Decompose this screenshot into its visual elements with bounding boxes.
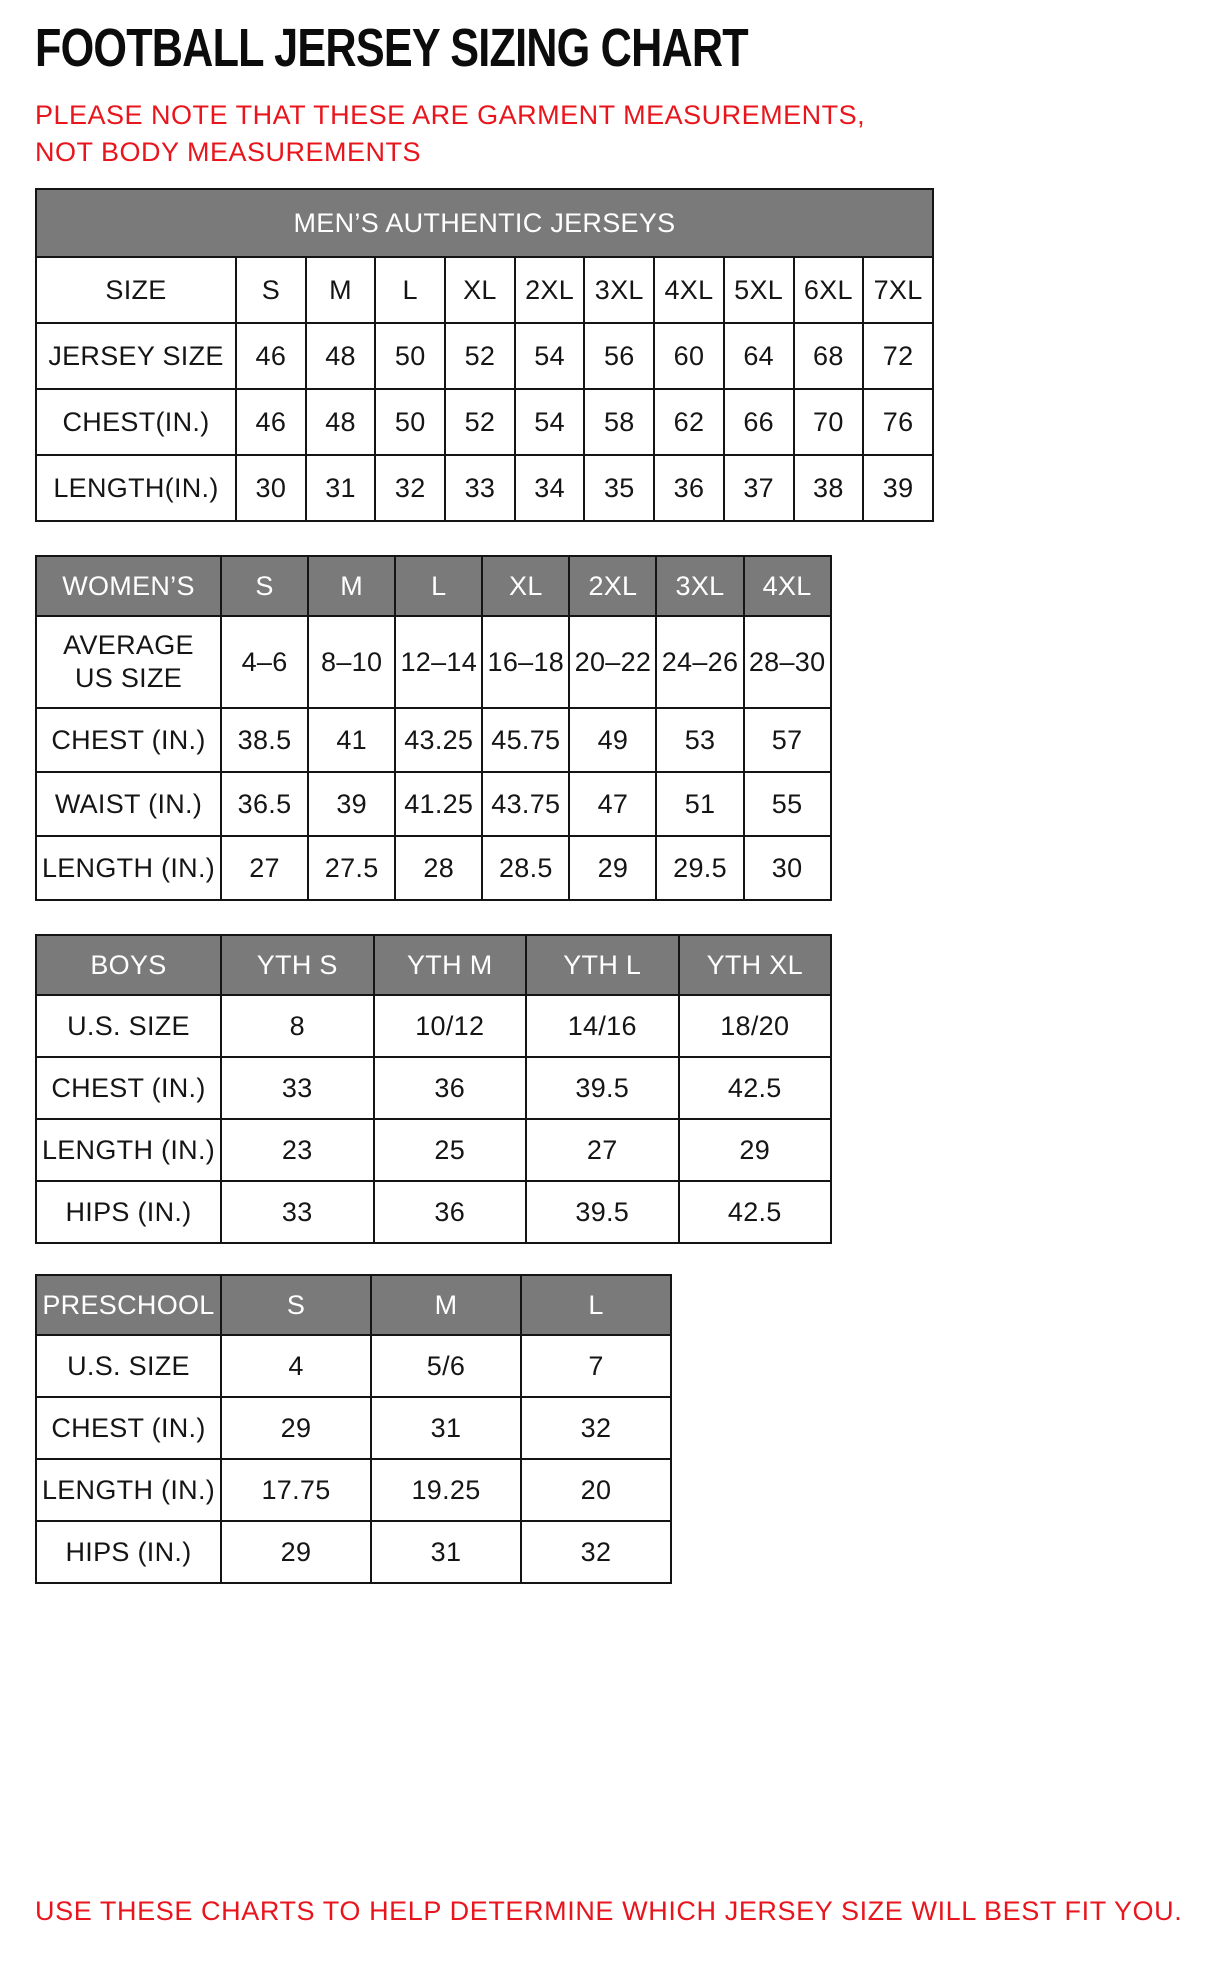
table-cell: M — [306, 257, 376, 323]
table-cell: 48 — [306, 389, 376, 455]
table-cell: 42.5 — [679, 1057, 832, 1119]
table-cell: 8–10 — [308, 616, 395, 708]
table-cell: 4–6 — [221, 616, 308, 708]
table-cell: 29 — [679, 1119, 832, 1181]
size-header-cell: XL — [482, 556, 569, 616]
table-cell: 27.5 — [308, 836, 395, 900]
table-cell: 28.5 — [482, 836, 569, 900]
table-cell: 29 — [221, 1397, 371, 1459]
table-cell: 39 — [863, 455, 933, 521]
fit-advice-footer: USE THESE CHARTS TO HELP DETERMINE WHICH JERSEY SIZE WILL BEST FIT YOU. — [35, 1896, 1183, 1926]
table-cell: 27 — [526, 1119, 679, 1181]
table-row — [36, 1397, 671, 1459]
table-cell: 33 — [445, 455, 515, 521]
table-cell: 7XL — [863, 257, 933, 323]
size-header-cell: L — [395, 556, 482, 616]
table-cell: 38.5 — [221, 708, 308, 772]
table-cell: 46 — [236, 323, 306, 389]
table-cell: 32 — [375, 455, 445, 521]
table-cell: 48 — [306, 323, 376, 389]
table-cell: 29 — [569, 836, 656, 900]
table-row — [36, 1119, 831, 1181]
table-cell: 14/16 — [526, 995, 679, 1057]
size-header-cell: S — [221, 556, 308, 616]
row-label: LENGTH(IN.) — [36, 455, 236, 521]
table-cell: 50 — [375, 389, 445, 455]
size-header-cell: YTH M — [374, 935, 527, 995]
table-cell: 29.5 — [656, 836, 743, 900]
size-header-cell: M — [371, 1275, 521, 1335]
row-label: LENGTH (IN.) — [36, 836, 221, 900]
row-label: CHEST (IN.) — [36, 1057, 221, 1119]
table-header-row — [36, 556, 831, 616]
table-cell: 24–26 — [656, 616, 743, 708]
womens-sizing-table — [35, 555, 832, 901]
table-cell: 70 — [794, 389, 864, 455]
table-row — [36, 836, 831, 900]
table-row — [36, 1057, 831, 1119]
table-row — [36, 616, 831, 708]
table-cell: 50 — [375, 323, 445, 389]
table-cell: 39.5 — [526, 1181, 679, 1243]
table-cell: 32 — [521, 1521, 671, 1583]
table-corner-label: PRESCHOOL — [36, 1275, 221, 1335]
table-cell: 8 — [221, 995, 374, 1057]
table-cell: 7 — [521, 1335, 671, 1397]
table-cell: 17.75 — [221, 1459, 371, 1521]
row-label: U.S. SIZE — [36, 995, 221, 1057]
table-cell: 28 — [395, 836, 482, 900]
mens-table-title: MEN’S AUTHENTIC JERSEYS — [36, 189, 933, 257]
table-cell: 42.5 — [679, 1181, 832, 1243]
table-cell: 43.25 — [395, 708, 482, 772]
table-cell: 43.75 — [482, 772, 569, 836]
table-header-row — [36, 935, 831, 995]
table-cell: 55 — [744, 772, 831, 836]
table-cell: 62 — [654, 389, 724, 455]
table-cell: 47 — [569, 772, 656, 836]
table-cell: 30 — [236, 455, 306, 521]
table-cell: 2XL — [515, 257, 585, 323]
table-row — [36, 189, 933, 257]
table-cell: 56 — [584, 323, 654, 389]
table-cell: 36 — [654, 455, 724, 521]
row-label: HIPS (IN.) — [36, 1521, 221, 1583]
size-header-cell: YTH XL — [679, 935, 832, 995]
table-cell: 31 — [371, 1397, 521, 1459]
table-header-row — [36, 1275, 671, 1335]
row-label: AVERAGE US SIZE — [36, 616, 221, 708]
row-label: WAIST (IN.) — [36, 772, 221, 836]
table-cell: 5XL — [724, 257, 794, 323]
table-row — [36, 772, 831, 836]
table-cell: 23 — [221, 1119, 374, 1181]
table-cell: 25 — [374, 1119, 527, 1181]
table-cell: 39 — [308, 772, 395, 836]
garment-measurements-note: PLEASE NOTE THAT THESE ARE GARMENT MEASUREMENTS, NOT BODY MEASUREMENTS — [35, 99, 866, 168]
table-corner-label: BOYS — [36, 935, 221, 995]
table-cell: 38 — [794, 455, 864, 521]
table-cell: 18/20 — [679, 995, 832, 1057]
table-cell: 16–18 — [482, 616, 569, 708]
table-row — [36, 1521, 671, 1583]
table-cell: L — [375, 257, 445, 323]
table-cell: 49 — [569, 708, 656, 772]
table-cell: 57 — [744, 708, 831, 772]
table-cell: 35 — [584, 455, 654, 521]
table-cell: 30 — [744, 836, 831, 900]
size-header-cell: 3XL — [656, 556, 743, 616]
size-header-cell: YTH L — [526, 935, 679, 995]
table-cell: 32 — [521, 1397, 671, 1459]
table-cell: 27 — [221, 836, 308, 900]
table-cell: 53 — [656, 708, 743, 772]
row-label: HIPS (IN.) — [36, 1181, 221, 1243]
preschool-sizing-table — [35, 1274, 672, 1584]
table-row — [36, 1459, 671, 1521]
table-cell: 45.75 — [482, 708, 569, 772]
row-label: LENGTH (IN.) — [36, 1119, 221, 1181]
table-cell: 66 — [724, 389, 794, 455]
table-cell: 36 — [374, 1181, 527, 1243]
table-cell: 4XL — [654, 257, 724, 323]
table-cell: 36.5 — [221, 772, 308, 836]
table-cell: 54 — [515, 389, 585, 455]
table-cell: 33 — [221, 1057, 374, 1119]
table-cell: 51 — [656, 772, 743, 836]
table-cell: 60 — [654, 323, 724, 389]
table-cell: 64 — [724, 323, 794, 389]
table-cell: 31 — [306, 455, 376, 521]
size-header-cell: L — [521, 1275, 671, 1335]
table-cell: 54 — [515, 323, 585, 389]
table-cell: 12–14 — [395, 616, 482, 708]
row-label: LENGTH (IN.) — [36, 1459, 221, 1521]
table-row — [36, 257, 933, 323]
table-row — [36, 389, 933, 455]
size-header-cell: YTH S — [221, 935, 374, 995]
table-cell: XL — [445, 257, 515, 323]
row-label: CHEST(IN.) — [36, 389, 236, 455]
table-cell: 20 — [521, 1459, 671, 1521]
table-cell: 4 — [221, 1335, 371, 1397]
table-cell: 72 — [863, 323, 933, 389]
size-header-cell: S — [221, 1275, 371, 1335]
table-cell: 19.25 — [371, 1459, 521, 1521]
table-row — [36, 995, 831, 1057]
table-cell: 6XL — [794, 257, 864, 323]
table-cell: 39.5 — [526, 1057, 679, 1119]
table-cell: 76 — [863, 389, 933, 455]
row-label: CHEST (IN.) — [36, 708, 221, 772]
table-cell: 3XL — [584, 257, 654, 323]
table-cell: 52 — [445, 389, 515, 455]
row-label: CHEST (IN.) — [36, 1397, 221, 1459]
table-cell: 34 — [515, 455, 585, 521]
table-cell: 28–30 — [744, 616, 831, 708]
table-corner-label: WOMEN’S — [36, 556, 221, 616]
row-label: SIZE — [36, 257, 236, 323]
table-cell: 41.25 — [395, 772, 482, 836]
table-cell: 46 — [236, 389, 306, 455]
table-cell: 52 — [445, 323, 515, 389]
size-header-cell: 2XL — [569, 556, 656, 616]
table-row — [36, 1335, 671, 1397]
table-cell: 20–22 — [569, 616, 656, 708]
size-header-cell: M — [308, 556, 395, 616]
table-row — [36, 708, 831, 772]
table-cell: 29 — [221, 1521, 371, 1583]
table-cell: 41 — [308, 708, 395, 772]
table-cell: 58 — [584, 389, 654, 455]
row-label: JERSEY SIZE — [36, 323, 236, 389]
table-cell: 5/6 — [371, 1335, 521, 1397]
table-cell: 10/12 — [374, 995, 527, 1057]
table-cell: S — [236, 257, 306, 323]
mens-sizing-table — [35, 188, 934, 522]
table-cell: 36 — [374, 1057, 527, 1119]
table-cell: 33 — [221, 1181, 374, 1243]
boys-sizing-table — [35, 934, 832, 1244]
table-row — [36, 455, 933, 521]
table-row — [36, 1181, 831, 1243]
table-cell: 37 — [724, 455, 794, 521]
table-cell: 68 — [794, 323, 864, 389]
table-row — [36, 323, 933, 389]
row-label: U.S. SIZE — [36, 1335, 221, 1397]
page-title: FOOTBALL JERSEY SIZING CHART — [35, 18, 748, 78]
size-header-cell: 4XL — [744, 556, 831, 616]
table-cell: 31 — [371, 1521, 521, 1583]
